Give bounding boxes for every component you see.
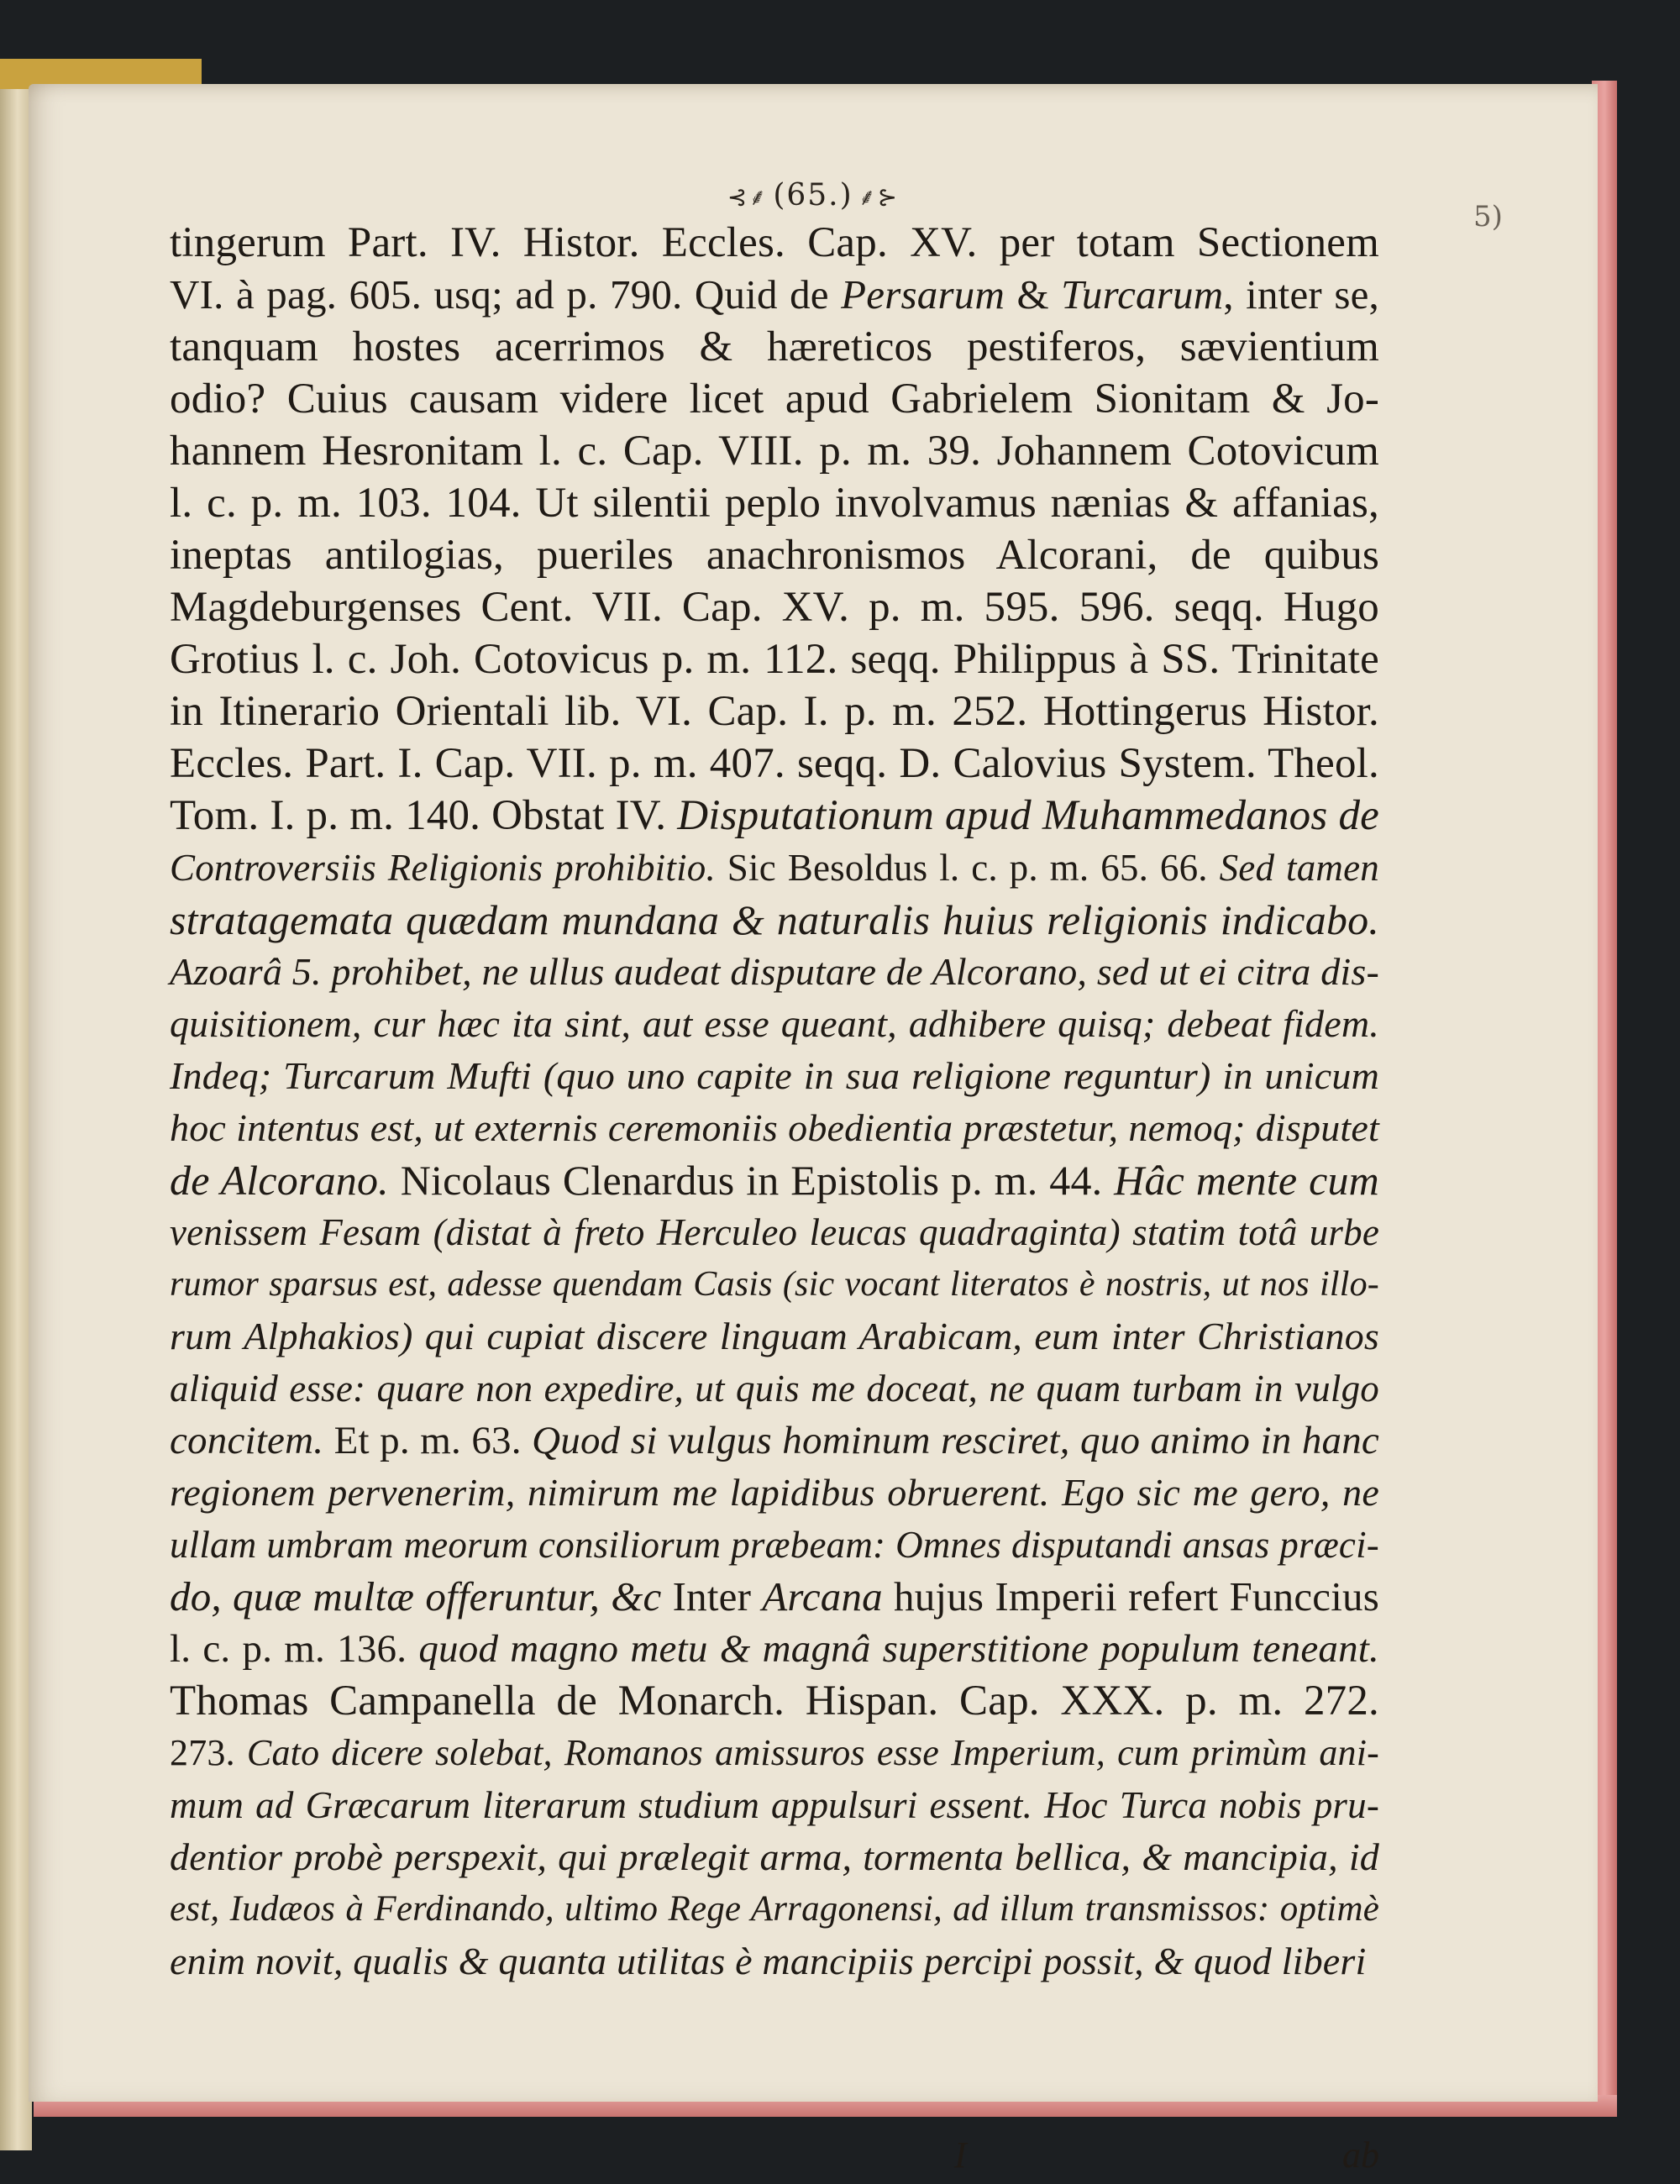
- roman-text: hannem Hesronitam l. c. Cap. VIII. p. m. 39. Johannem Cotovicum: [170, 428, 1379, 475]
- left-page-edge: [0, 59, 32, 2150]
- roman-text: tanquam hostes acerrimos & hæreticos pestiferos, sævientium: [170, 323, 1379, 370]
- text-line: [170, 1467, 1379, 1519]
- text-line: [170, 842, 1379, 894]
- text-line: [170, 1310, 1379, 1362]
- text-line: [170, 529, 1379, 581]
- text-line: [170, 1935, 1379, 1987]
- roman-text: Thomas Campanella de Monarch. Hispan. Cap. XXX. p. m. 272.: [170, 1677, 1379, 1725]
- italic-text: ullam umbram meorum consiliorum præbeam: Omnes disputandi ansas præci-: [170, 1524, 1379, 1566]
- italic-text: venissem Fesam (distat à freto Herculeo leucas quadraginta) statim totâ urbe: [170, 1211, 1379, 1253]
- italic-text: est, Iudæos à Ferdinando, ultimo Rege Arragonensi, ad illum transmissos: optimè: [170, 1889, 1379, 1929]
- text-line: [170, 1623, 1379, 1675]
- italic-text: enim novit, qualis & quanta utilitas è mancipiis percipi possit, & quod liberi: [170, 1940, 1367, 1982]
- roman-text: 273.: [170, 1732, 247, 1773]
- italic-text: Hâc mente cum: [1114, 1157, 1379, 1204]
- text-line: [170, 790, 1379, 842]
- page-footer: [170, 2134, 1379, 2184]
- roman-text: odio? Cuius causam videre licet apud Gabrielem Sionitam & Jo-: [170, 375, 1379, 423]
- italic-text: Disputationum apud Muhammedanos de: [677, 792, 1379, 839]
- text-line: [170, 425, 1379, 477]
- italic-text: mum ad Græcarum literarum studium appulsuri essent. Hoc Turca nobis pru-: [170, 1784, 1379, 1826]
- roman-text: tingerum Part. IV. Histor. Eccles. Cap. XV. per totam Sectionem: [170, 219, 1379, 266]
- roman-text: Grotius l. c. Joh. Cotovicus p. m. 112. seqq. Philippus à SS. Trinitate: [170, 636, 1379, 683]
- italic-text: Azoarâ 5. prohibet, ne ullus audeat disputare de Alcorano, sed ut ei citra dis-: [170, 950, 1379, 993]
- roman-text: &: [1005, 271, 1062, 318]
- roman-text: in Itinerario Orientali lib. VI. Cap. I. p. m. 252. Hottingerus Histor.: [170, 688, 1379, 735]
- text-line: [170, 1415, 1379, 1467]
- margin-annotation: 5): [1473, 200, 1503, 234]
- italic-text: quisitionem, cur hæc ita sint, aut esse queant, adhibere quisq; debeat fidem.: [170, 1002, 1379, 1045]
- italic-text: concitem.: [170, 1419, 324, 1462]
- italic-text: Persarum: [841, 271, 1005, 318]
- italic-text: hoc intentus est, ut externis ceremoniis obedientia præstetur, nemoq; disputet: [170, 1106, 1379, 1149]
- roman-text: , inter se,: [1223, 271, 1379, 318]
- italic-text: stratagemata quædam mundana & naturalis huius religionis indicabo.: [170, 896, 1379, 943]
- italic-text: dentior probè perspexit, qui prælegit arma, tormenta bellica, & mancipia, id: [170, 1835, 1379, 1878]
- italic-text: Controversiis Religionis prohibitio.: [170, 847, 716, 889]
- ornament-right-icon: ⸙⊱: [858, 183, 900, 211]
- catchword: ab: [1342, 2134, 1379, 2176]
- signature-mark: I: [954, 2134, 967, 2176]
- text-line: [170, 321, 1379, 373]
- roman-text: l. c. p. m. 103. 104. Ut silentii peplo involvamus nænias & affanias,: [170, 480, 1379, 527]
- roman-text: hujus Imperii refert Funccius: [882, 1573, 1379, 1620]
- text-line: [170, 1571, 1379, 1623]
- italic-text: aliquid esse: quare non expedire, ut quis me doceat, ne quam turbam in vulgo: [170, 1368, 1379, 1410]
- text-line: [170, 998, 1379, 1050]
- italic-text: de Alcorano.: [170, 1157, 389, 1204]
- italic-text: do, quæ multæ offeruntur, &c: [170, 1573, 662, 1620]
- text-line: [170, 1258, 1379, 1310]
- text-line: [170, 1883, 1379, 1935]
- roman-text: Sic Besoldus l. c. p. m. 65. 66.: [715, 847, 1220, 889]
- italic-text: Sed tamen: [1219, 847, 1379, 889]
- text-line: [170, 685, 1379, 738]
- text-line: [170, 1519, 1379, 1571]
- italic-text: Quod si vulgus hominum resciret, quo animo in hanc: [532, 1419, 1379, 1462]
- roman-text: VI. à pag. 605. usq; ad p. 790. Quid de: [170, 271, 842, 318]
- text-line: [170, 1779, 1379, 1831]
- roman-text: Et p. m. 63.: [323, 1419, 533, 1462]
- book-page: [29, 84, 1598, 2176]
- roman-text: Nicolaus Clenardus in Epistolis p. m. 44.: [388, 1157, 1115, 1204]
- text-line: [170, 1675, 1379, 1727]
- text-line: [170, 946, 1379, 998]
- text-line: [170, 217, 1379, 269]
- italic-text: Cato dicere solebat, Romanos amissuros esse Imperium, cum primùm ani-: [246, 1732, 1379, 1773]
- italic-text: regionem pervenerim, nimirum me lapidibus obruerent. Ego sic me gero, ne: [170, 1471, 1379, 1514]
- text-line: [170, 477, 1379, 529]
- italic-text: rumor sparsus est, adesse quendam Casis (sic vocant literatos è nostris, ut nos illo-: [170, 1265, 1379, 1304]
- text-line: [170, 581, 1379, 633]
- italic-text: Turcarum: [1061, 271, 1224, 318]
- roman-text: Eccles. Part. I. Cap. VII. p. m. 407. seqq. D. Calovius System. Theol.: [170, 740, 1379, 787]
- text-line: [170, 1102, 1379, 1154]
- body-text: [170, 217, 1379, 1987]
- text-line: [170, 894, 1379, 946]
- roman-text: Inter: [661, 1573, 763, 1620]
- italic-text: Arcana: [762, 1573, 883, 1620]
- page-header: [29, 178, 1598, 213]
- text-line: [170, 738, 1379, 790]
- roman-text: Tom. I. p. m. 140. Obstat IV.: [170, 792, 678, 839]
- roman-text: Magdeburgenses Cent. VII. Cap. XV. p. m. 595. 596. seqq. Hugo: [170, 584, 1379, 631]
- text-line: [170, 1050, 1379, 1102]
- text-line: [170, 1206, 1379, 1258]
- text-line: [170, 1831, 1379, 1883]
- text-line: [170, 1362, 1379, 1415]
- italic-text: Indeq; Turcarum Mufti (quo uno capite in sua religione reguntur) in unicum: [170, 1054, 1379, 1097]
- text-line: [170, 269, 1379, 321]
- ornament-left-icon: ⊰⸙: [727, 183, 769, 211]
- italic-text: quod magno metu & magnâ superstitione populum teneant.: [418, 1627, 1379, 1671]
- text-line: [170, 1727, 1379, 1779]
- roman-text: l. c. p. m. 136.: [170, 1627, 419, 1671]
- roman-text: ineptas antilogias, pueriles anachronismos Alcorani, de quibus: [170, 532, 1379, 579]
- text-line: [170, 633, 1379, 685]
- text-line: [170, 373, 1379, 425]
- text-line: [170, 1154, 1379, 1206]
- page-number: (65.): [773, 178, 853, 213]
- italic-text: rum Alphakios) qui cupiat discere linguam Arabicam, eum inter Christianos: [170, 1315, 1379, 1357]
